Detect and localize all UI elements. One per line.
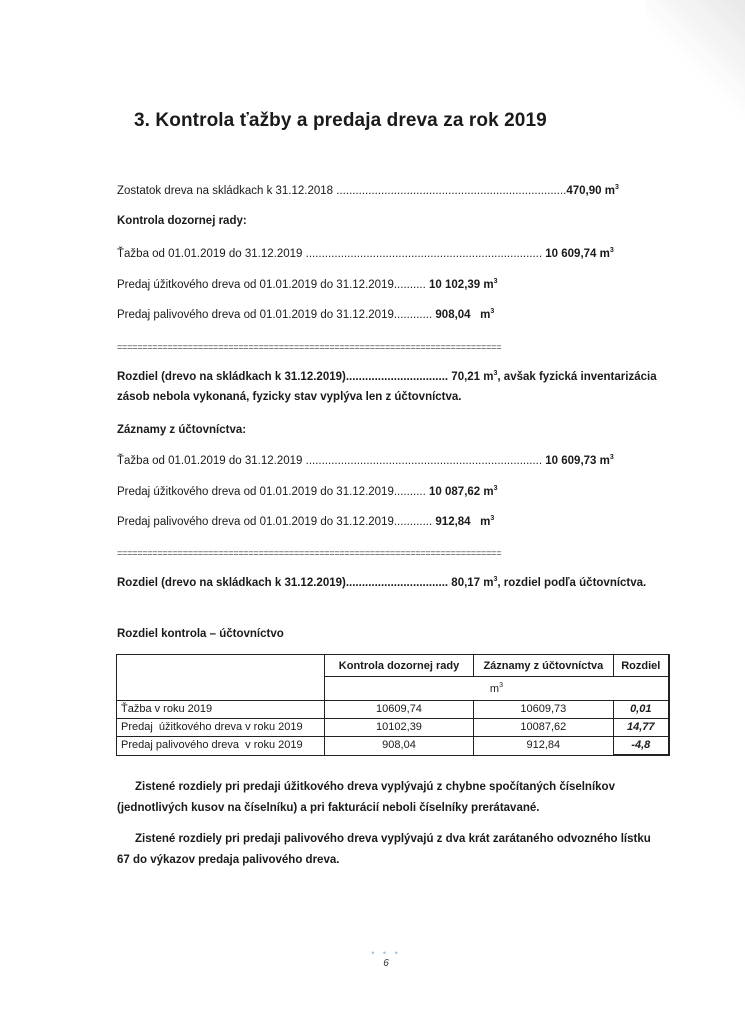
row-label: Predaj úžitkového dreva od 01.01.2019 do 31.12.2019	[117, 279, 394, 291]
board-row-harvest	[117, 247, 614, 261]
unit-sup: 3	[493, 278, 498, 285]
table-cell-accounting: 912,84	[474, 737, 613, 756]
table-cell-difference: 0,01	[613, 701, 669, 719]
table-cell-accounting: 10609,73	[474, 701, 613, 719]
table-row	[117, 719, 670, 737]
table-row	[117, 701, 670, 719]
unit-sup: 3	[490, 308, 495, 315]
unit-sup: 3	[609, 247, 614, 254]
footer-dots: • • •	[371, 948, 401, 958]
difference-dots: ................................	[345, 577, 449, 589]
row-dots: ..........	[393, 486, 426, 498]
table-cell-difference: -4,8	[613, 737, 669, 756]
table-cell-label: Predaj palivového dreva v roku 2019	[117, 737, 325, 756]
difference-tail: , rozdiel podľa účtovníctva.	[497, 577, 647, 589]
unit-sup: 3	[499, 681, 503, 689]
difference-dots: ................................	[345, 371, 449, 383]
row-label: Ťažba od 01.01.2019 do 31.12.2019	[117, 455, 303, 467]
board-separator: ============================================================================	[117, 342, 502, 352]
row-label: Predaj palivového dreva od 01.01.2019 do 31.12.2019	[117, 516, 394, 528]
board-difference	[117, 367, 657, 407]
comparison-table	[116, 654, 670, 756]
table-cell-board: 10102,39	[324, 719, 473, 737]
stock-line	[117, 184, 619, 198]
row-value: 912,84 m	[435, 516, 491, 528]
difference-label: Rozdiel (drevo na skládkach k 31.12.2019)	[117, 371, 346, 383]
board-heading: Kontrola dozornej rady:	[117, 215, 247, 227]
row-value: 908,04 m	[435, 309, 491, 321]
table-header-row	[117, 655, 670, 677]
row-value: 10 087,62 m	[429, 486, 494, 498]
table-header-board: Kontrola dozornej rady	[324, 655, 473, 677]
difference-label: Rozdiel (drevo na skládkach k 31.12.2019)	[117, 577, 346, 589]
board-row-firewood-sale	[117, 308, 494, 322]
table-header-blank	[117, 655, 325, 701]
row-dots: ............	[393, 516, 433, 528]
accounting-separator: ============================================================================	[117, 548, 502, 558]
row-value: 10 609,73 m	[545, 455, 610, 467]
row-value: 10 102,39 m	[429, 279, 494, 291]
unit-label: m	[489, 682, 500, 695]
table-row	[117, 737, 670, 756]
note-text: Zistené rozdiely pri predaji úžitkového dreva vyplývajú z chybne spočítaných číselníkov (jednotlivých kusov na číselníku) a pri fakturácií neboli číselníky prerátavané.	[117, 781, 615, 814]
accounting-row-harvest	[117, 454, 614, 468]
accounting-row-firewood-sale	[117, 515, 494, 529]
table-header-difference: Rozdiel	[613, 655, 669, 677]
note-text: Zistené rozdiely pri predaji palivového dreva vyplývajú z dva krát zarátaného odvozného lístku 67 do výkazov predaja palivového dreva.	[117, 833, 651, 866]
table-cell-board: 10609,74	[324, 701, 473, 719]
table-cell-label: Ťažba v roku 2019	[117, 701, 325, 719]
comparison-heading: Rozdiel kontrola – účtovníctvo	[117, 628, 284, 640]
unit-sup: 3	[493, 485, 498, 492]
accounting-heading: Záznamy z účtovníctva:	[117, 424, 247, 436]
row-value: 10 609,74 m	[545, 248, 610, 260]
row-dots: ............	[393, 309, 433, 321]
table-header-accounting: Záznamy z účtovníctva	[474, 655, 613, 677]
table-cell-accounting: 10087,62	[474, 719, 613, 737]
unit-sup: 3	[493, 576, 498, 583]
row-label: Predaj palivového dreva od 01.01.2019 do 31.12.2019	[117, 309, 394, 321]
table-cell-label: Predaj úžitkového dreva v roku 2019	[117, 719, 325, 737]
accounting-row-timber-sale	[117, 485, 498, 499]
table-cell-board: 908,04	[324, 737, 473, 756]
unit-sup: 3	[609, 454, 614, 461]
difference-value: 80,17 m	[451, 577, 494, 589]
stock-label: Zostatok dreva na skládkach k 31.12.2018	[117, 185, 334, 197]
row-label: Ťažba od 01.01.2019 do 31.12.2019	[117, 248, 303, 260]
page-number: 6	[383, 958, 389, 969]
difference-value: 70,21 m	[451, 371, 494, 383]
accounting-difference	[117, 573, 657, 593]
page-corner-shadow	[645, 0, 745, 120]
page-title: 3. Kontrola ťažby a predaja dreva za rok 2019	[134, 110, 547, 131]
difference-tail: , avšak fyzická inventarizácia zásob nebola vykonaná, fyzicky stav vyplýva len z účtovníctva.	[117, 371, 657, 403]
note-paragraph	[117, 777, 657, 819]
stock-value: 470,90 m	[566, 185, 615, 197]
unit-sup: 3	[490, 515, 495, 522]
stock-dots: ........................................................................	[336, 185, 567, 197]
table-unit-cell	[324, 677, 669, 701]
unit-sup: 3	[614, 184, 619, 191]
table-cell-difference: 14,77	[613, 719, 669, 737]
unit-sup: 3	[493, 370, 498, 377]
row-label: Predaj úžitkového dreva od 01.01.2019 do 31.12.2019	[117, 486, 394, 498]
row-dots: ..........................................................................	[305, 248, 543, 260]
board-row-timber-sale	[117, 278, 498, 292]
note-paragraph	[117, 829, 657, 871]
row-dots: ..........	[393, 279, 426, 291]
row-dots: ..........................................................................	[305, 455, 543, 467]
